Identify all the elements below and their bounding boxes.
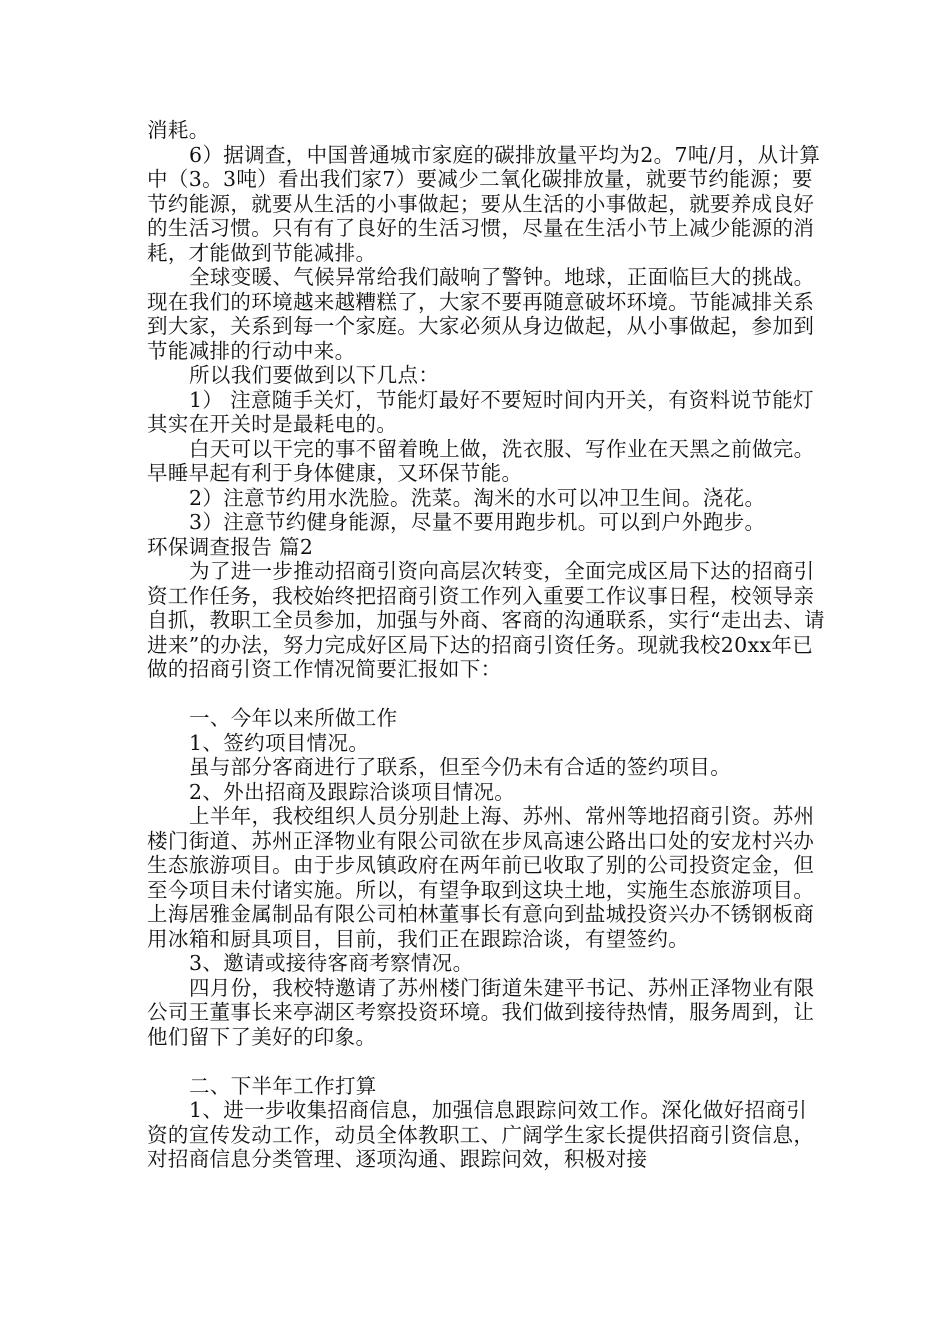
paragraph-6: 2）注意节约用水洗脸。洗菜。淘米的水可以冲卫生间。浇花。 <box>189 485 766 510</box>
document-body <box>147 118 827 1172</box>
paragraph-15: 上半年，我校组织人员分别赴上海、苏州、常州等地招商引资。苏州楼门街道、苏州正泽物业有限公司欲在步凤高速公路出口处的安龙村兴办生态旅游项目。由于步凤镇政府在两年前已收取了别的公司投资定金，但至今项目未付诸实施。所以，有望争取到这块土地，实施生态旅游项目。上海居雅金属制品有限公司柏林董事长有意向到盐城投资兴办不锈钢板商用冰箱和厨具项目，目前，我们正在跟踪洽谈，有望签约。 <box>147 804 815 951</box>
paragraph-17: 四月份，我校特邀请了苏州楼门街道朱建平书记、苏州正泽物业有限公司王董事长来亭湖区考察投资环境。我们做到接待热情，服务周到，让他们留下了美好的印象。 <box>147 975 815 1049</box>
paragraph-0: 消耗。 <box>147 118 210 142</box>
paragraph-14: 2、外出招商及跟踪洽谈项目情况。 <box>189 779 516 804</box>
paragraph-4: 1） 注意随手关灯，节能灯最好不要短时间内开关，有资料说节能灯其实在开关时是最耗电的。 <box>147 387 814 436</box>
blank-line <box>147 1049 827 1074</box>
subheading-2: 二、下半年工作打算 <box>189 1073 377 1098</box>
paragraph-20: 1、进一步收集招商信息，加强信息跟踪问效工作。深化做好招商引资的宣传发动工作，动员全体教职工、广阔学生家长提供招商引资信息，对招商信息分类管理、逐项沟通、跟踪问效，积极对接 <box>147 1098 815 1171</box>
paragraph-7: 3）注意节约健身能源，尽量不要用跑步机。可以到户外跑步。 <box>189 510 766 534</box>
subheading-1: 一、今年以来所做工作 <box>189 706 398 730</box>
paragraph-12: 1、签约项目情况。 <box>189 730 370 755</box>
section-heading-2: 环保调查报告 篇2 <box>147 534 314 559</box>
paragraph-5: 白天可以干完的事不留着晚上做，洗衣服、写作业在天黑之前做完。早睡早起有利于身体健康，又环保节能。 <box>147 436 815 485</box>
paragraph-13: 虽与部分客商进行了联系，但至今仍未有合适的签约项目。 <box>189 755 732 779</box>
paragraph-3: 所以我们要做到以下几点： <box>189 363 440 387</box>
paragraph-2: 全球变暖、气候异常给我们敲响了警钟。地球，正面临巨大的挑战。现在我们的环境越来越糟糕了，大家不要再随意破坏环境。节能减排关系到大家，关系到每一个家庭。大家必须从身边做起，从小事做起，参加到节能减排的行动中来。 <box>147 265 815 363</box>
blank-line <box>147 682 827 707</box>
paragraph-1: 6）据调查，中国普通城市家庭的碳排放量平均为2。7吨/月，从计算中（3。3吨）看出我们家7）要减少二氧化碳排放量，就要节约能源；要节约能源，就要从生活的小事做起；要从生活的小事做起，就要养成良好的生活习惯。只有有了良好的生活习惯，尽量在生活小节上减少能源的消耗，才能做到节能减排。 <box>147 142 821 265</box>
paragraph-9: 为了进一步推动招商引资向高层次转变，全面完成区局下达的招商引资工作任务，我校始终把招商引资工作列入重要工作议事日程，校领导亲自抓，教职工全员参加，加强与外商、客商的沟通联系，实行“走出去、请进来”的办法，努力完成好区局下达的招商引资任务。现就我校20xx年已做的招商引资工作情况简要汇报如下： <box>147 559 826 681</box>
paragraph-16: 3、邀请或接待客商考察情况。 <box>189 951 474 975</box>
